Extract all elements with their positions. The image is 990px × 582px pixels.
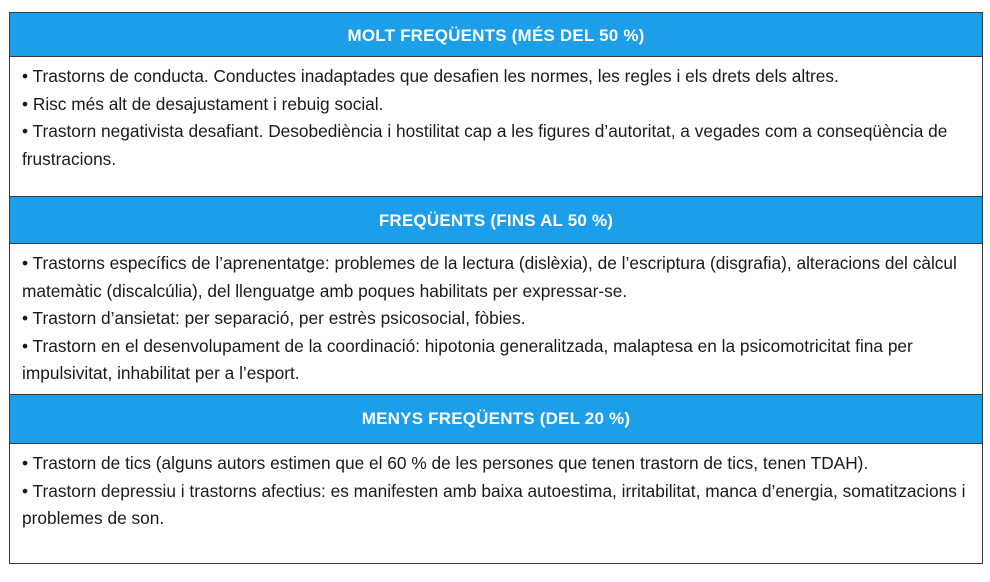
section-header-less-frequent: MENYS FREQÜENTS (DEL 20 %) xyxy=(10,395,982,444)
section-header-very-frequent: MOLT FREQÜENTS (MÉS DEL 50 %) xyxy=(10,13,982,57)
section-body-less-frequent xyxy=(10,444,982,563)
section-body-frequent xyxy=(10,244,982,395)
list-item: • Trastorns de conducta. Conductes inadaptades que desafien les normes, les regles i els drets dels altres. xyxy=(22,66,839,86)
list-item: • Trastorn negativista desafiant. Desobediència i hostilitat cap a les figures d’autoritat, a vegades com a conseqüència de frustracions. xyxy=(22,121,948,169)
list-item: • Trastorn en el desenvolupament de la coordinació: hipotonia generalitzada, malaptesa en la psicomotricitat fina per impulsivitat, inhabilitat per a l’esport. xyxy=(22,335,913,383)
list-item: • Trastorn de tics (alguns autors estimen que el 60 % de les persones que tenen trastorn de tics, tenen TDAH). xyxy=(22,453,869,473)
list-item: • Trastorn depressiu i trastorns afectius: es manifesten amb baixa autoestima, irritabilitat, manca d’energia, somatitzacions i problemes de son. xyxy=(22,480,966,528)
comorbidity-table xyxy=(9,12,983,564)
list-item: • Trastorn d’ansietat: per separació, per estrès psicosocial, fòbies. xyxy=(22,308,526,328)
list-item: • Risc més alt de desajustament i rebuig social. xyxy=(22,93,384,114)
section-header-frequent: FREQÜENTS (FINS AL 50 %) xyxy=(10,197,982,244)
section-body-very-frequent xyxy=(10,57,982,197)
list-item: • Trastorns específics de l’aprenentatge: problemes de la lectura (dislèxia), de l’escriptura (disgrafia), alteracions del càlcul matemàtic (discalcúlia), del llenguatge amb poques habilitats per expressar-se. xyxy=(22,253,957,301)
